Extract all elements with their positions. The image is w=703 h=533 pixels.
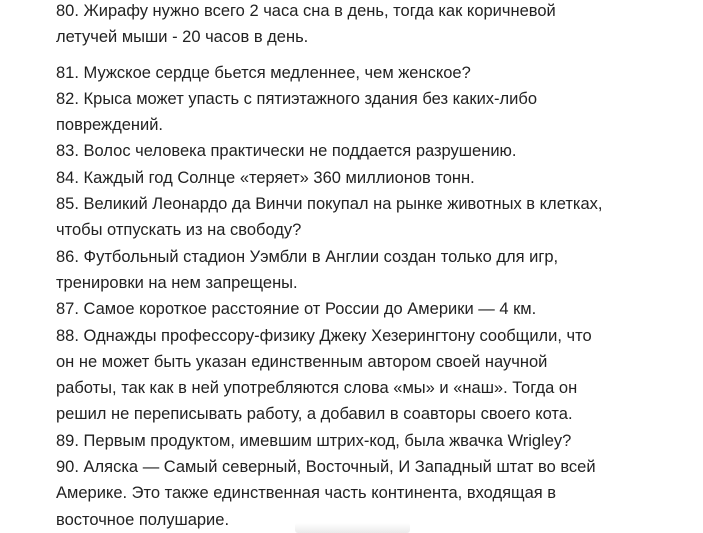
list-item [56,244,696,297]
fact-number: 84. [56,168,79,187]
list-item [56,428,696,454]
fact-text: Футбольный стадион Уэмбли в Англии создан только для игр, тренировки на нем запрещены. [56,247,559,292]
list-item [56,296,696,322]
fact-number: 83. [56,142,79,161]
fact-text: Жирафу нужно всего 2 часа сна в день, тогда как коричневой летучей мыши - 20 часов в день. [56,2,556,47]
fact-text: Каждый год Солнце «теряет» 360 миллионов тонн. [83,168,475,187]
fact-number: 82. [56,89,79,108]
list-item [56,86,696,139]
fact-number: 81. [56,63,79,82]
fact-number: 88. [56,326,79,345]
fact-text: Самое короткое расстояние от России до Америки — 4 км. [83,300,537,319]
list-item [56,60,696,86]
list-item [56,138,696,164]
bottom-fade-overlay [295,523,410,533]
fact-number: 86. [56,247,79,266]
fact-text: Волос человека практически не поддается разрушению. [83,142,517,161]
list-item [56,454,696,533]
fact-text: Аляска — Самый северный, Восточный, И Западный штат во всей Америке. Это также единственная часть континента, входящая в восточное полушарие. [56,458,596,529]
facts-list [56,0,696,533]
fact-number: 80. [56,2,79,20]
fact-text: Великий Леонардо да Винчи покупал на рынке животных в клетках, чтобы отпускать из на свободу? [56,195,603,240]
fact-text: Мужское сердце бьется медленнее, чем женское? [83,63,471,82]
fact-number: 87. [56,300,79,319]
list-item [56,191,696,244]
list-item [56,165,696,191]
fact-text: Первым продуктом, имевшим штрих-код, была жвачка Wrigley? [83,431,572,450]
fact-number: 85. [56,195,79,214]
fact-number: 90. [56,458,79,477]
fact-text: Однажды профессору-физику Джеку Хезерингтону сообщили, что он не может быть указан единственным автором своей научной работы, так как в ней употребляются слова «мы» и «наш». Тогда он решил не переписывать работу, а добавил в соавторы своего кота. [56,326,592,424]
list-item [56,323,696,428]
fact-text: Крыса может упасть с пятиэтажного здания без каких-либо повреждений. [56,89,537,135]
list-item [56,0,696,51]
fact-number: 89. [56,431,79,450]
